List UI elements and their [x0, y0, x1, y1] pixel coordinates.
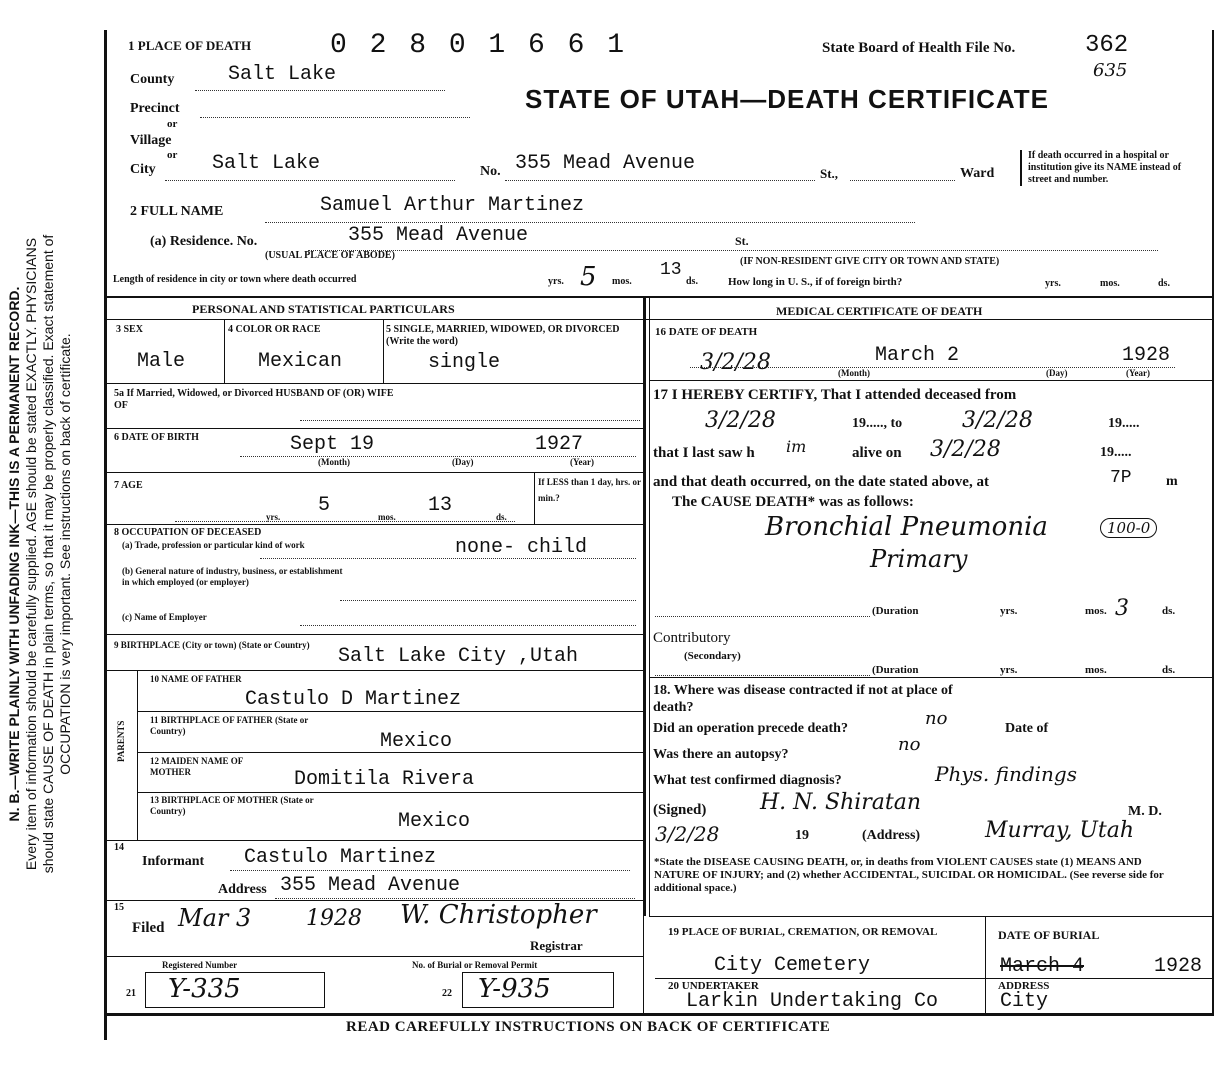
residence-years: 5: [580, 262, 597, 292]
duration-months: 3: [1115, 596, 1129, 621]
residence-label: (a) Residence. No.: [150, 234, 258, 249]
filed-year: 1928: [306, 906, 362, 931]
undertaker-label: 20 UNDERTAKER: [668, 980, 759, 992]
mother-birthplace-label: 13 BIRTHPLACE OF MOTHER (State or Country): [150, 795, 314, 816]
burial-year: 1928: [1154, 955, 1203, 978]
attended-from-date: 3/2/28: [705, 408, 776, 433]
father-birthplace-label: 11 BIRTHPLACE OF FATHER (State or Country): [150, 715, 309, 736]
burial-date-value: March 4: [1000, 955, 1085, 978]
age-label: 7 AGE: [114, 480, 143, 491]
file-no-secondary: 635: [1093, 60, 1128, 81]
contributory-label: Contributory: [653, 630, 731, 646]
marital-label: 5 SINGLE, MARRIED, WIDOWED, OR DIVORCED (Write the word): [386, 324, 620, 347]
informant-address-label: Address: [218, 882, 267, 897]
attended-to-date: 3/2/28: [962, 408, 1033, 433]
parents-side-label: PARENTS: [116, 720, 126, 762]
cause-secondary-note: Primary: [870, 545, 968, 573]
foreign-birth-label: How long in U. S., if of foreign birth?: [728, 276, 903, 288]
st-label: St.,: [820, 166, 839, 181]
street-value: 355 Mead Avenue: [515, 152, 696, 175]
signed-date: 3/2/28: [655, 822, 720, 846]
father-birthplace-value: Mexico: [380, 730, 453, 753]
residence-value: 355 Mead Avenue: [348, 224, 529, 247]
last-saw-label: that I last saw h: [653, 445, 755, 461]
undertaker-value: Larkin Undertaking Co: [686, 990, 939, 1013]
mother-name-value: Domitila Rivera: [294, 768, 475, 791]
test-label: What test confirmed diagnosis?: [653, 773, 842, 788]
dob-month-day: Sept 19: [290, 433, 375, 456]
occupation-value: none- child: [455, 536, 588, 559]
autopsy-label: Was there an autopsy?: [653, 747, 789, 762]
burial-place-value: City Cemetery: [714, 954, 871, 977]
cause-percentage: 100-0: [1100, 518, 1157, 538]
left-border: [104, 30, 107, 1040]
registrar-signature: W. Christopher: [400, 900, 597, 930]
certify-label: 17 I HEREBY CERTIFY, That I attended deceased from: [653, 387, 1017, 403]
dob-year: 1927: [535, 433, 584, 456]
nonresident-label: (IF NON-RESIDENT GIVE CITY OR TOWN AND STATE): [740, 256, 1000, 267]
occupation-label: 8 OCCUPATION OF DECEASED: [114, 527, 262, 538]
undertaker-address-value: City: [1000, 990, 1049, 1013]
residence-months: 13: [660, 260, 682, 280]
date-of-death-value: March 2: [875, 344, 960, 367]
autopsy-value: no: [898, 734, 921, 755]
birthplace-value: Salt Lake City ,Utah: [338, 645, 579, 668]
usual-abode-label: (USUAL PLACE OF ABODE): [265, 250, 395, 261]
alive-on-date: 3/2/28: [930, 437, 1001, 462]
burial-place-label: 19 PLACE OF BURIAL, CREMATION, OR REMOVAL: [668, 926, 938, 938]
hospital-note: If death occurred in a hospital or institution give its NAME instead of street and number.: [1020, 150, 1183, 186]
informant-value: Castulo Martinez: [244, 846, 437, 869]
city-value: Salt Lake: [212, 152, 321, 175]
burial-date-label: DATE OF BURIAL: [998, 928, 1100, 942]
time-of-death: 7P: [1110, 468, 1132, 488]
cause-label: The CAUSE DEATH* was as follows:: [672, 494, 914, 510]
cause-note: *State the DISEASE CAUSING DEATH, or, in deaths from VIOLENT CAUSES state (1) MEANS AND NATURE OF INJURY; and (2) whether ACCIDENTAL, SUICIDAL OR HOMICIDAL. (See reverse side for additional space.): [654, 856, 1164, 894]
age-years: 5: [318, 494, 331, 517]
certificate-stamp-number: 0 2 8 0 1 6 6 1: [330, 30, 628, 61]
file-no-value: 362: [1085, 32, 1129, 59]
race-label: 4 COLOR OR RACE: [228, 324, 321, 335]
registered-number-label: Registered Number: [162, 960, 238, 970]
physician-signature: H. N. Shiratan: [760, 790, 922, 815]
side-line-3: should state CAUSE OF DEATH in plain terms, so that it may be properly classified. Exact statement of: [40, 234, 56, 874]
burial-permit-label: No. of Burial or Removal Permit: [412, 960, 538, 970]
disease-contracted-label: 18. Where was disease contracted if not at place of death?: [653, 683, 953, 715]
sex-label: 3 SEX: [116, 324, 143, 335]
date-of-death-year: 1928: [1122, 344, 1171, 367]
full-name-value: Samuel Arthur Martinez: [320, 194, 585, 217]
father-name-label: 10 NAME OF FATHER: [150, 674, 242, 684]
mother-name-label: 12 MAIDEN NAME OF MOTHER: [150, 756, 243, 777]
footer-instructions: READ CAREFULLY INSTRUCTIONS ON BACK OF CERTIFICATE: [346, 1019, 831, 1035]
spouse-label: 5a If Married, Widowed, or Divorced HUSBAND OF (OR) WIFE OF: [114, 388, 394, 411]
informant-address-value: 355 Mead Avenue: [280, 874, 461, 897]
filed-label: Filed: [132, 920, 165, 936]
document-title: STATE OF UTAH—DEATH CERTIFICATE: [525, 84, 1049, 114]
age-months: 13: [428, 494, 453, 517]
city-label: City: [130, 162, 156, 177]
mother-birthplace-value: Mexico: [398, 810, 471, 833]
race-value: Mexican: [258, 350, 343, 373]
length-residence-label: Length of residence in city or town where death occurred: [113, 274, 357, 285]
physician-address: Murray, Utah: [985, 818, 1135, 843]
county-label: County: [130, 72, 175, 87]
full-name-label: 2 FULL NAME: [130, 204, 224, 219]
side-line-1: N. B.—WRITE PLAINLY WITH UNFADING INK—THIS IS A PERMANENT RECORD.: [6, 286, 22, 822]
side-line-2: Every item of information should be carefully supplied. AGE should be stated EXACTLY. PHYSICIANS: [23, 237, 39, 871]
sex-value: Male: [137, 350, 186, 373]
cause-primary: Bronchial Pneumonia: [765, 512, 1048, 542]
side-instructions: [6, 54, 74, 1054]
right-border: [1212, 30, 1214, 1015]
date-of-death-label: 16 DATE OF DEATH: [655, 326, 758, 338]
birthplace-label: 9 BIRTHPLACE (City or town) (State or Country): [114, 640, 310, 650]
place-of-death-label: 1 PLACE OF DEATH: [128, 38, 252, 53]
dob-label: 6 DATE OF BIRTH: [114, 432, 199, 443]
death-occurred-label: and that death occurred, on the date stated above, at: [653, 474, 989, 490]
personal-section-title: PERSONAL AND STATISTICAL PARTICULARS: [192, 302, 455, 316]
operation-label: Did an operation precede death?: [653, 721, 848, 736]
side-line-4: OCCUPATION is very important. See instructions on back of certificate.: [57, 333, 73, 775]
burial-permit-value: Y-935: [478, 974, 551, 1004]
informant-label: Informant: [142, 854, 205, 869]
file-no-label: State Board of Health File No.: [822, 40, 1016, 56]
registered-number-value: Y-335: [168, 974, 241, 1004]
county-value: Salt Lake: [228, 63, 337, 86]
less-than-day-label: If LESS than 1 day, hrs. or min.?: [538, 477, 641, 503]
test-value: Phys. findings: [935, 762, 1077, 786]
column-divider: [643, 296, 646, 916]
registrar-label: Registrar: [530, 938, 583, 953]
filed-date: Mar 3: [178, 904, 252, 932]
bottom-border: [104, 1013, 1214, 1016]
operation-value: no: [925, 708, 948, 729]
undertaker-address-label: ADDRESS: [998, 980, 1050, 992]
street-no-label: No.: [480, 164, 501, 179]
precinct-label: Precinct: [130, 101, 180, 116]
marital-value: single: [428, 351, 501, 374]
ward-label: Ward: [960, 166, 995, 181]
father-name-value: Castulo D Martinez: [245, 688, 462, 711]
village-label: Village: [130, 133, 172, 148]
signed-label: (Signed): [653, 802, 707, 818]
date-of-death-handwritten: 3/2/28: [700, 350, 771, 375]
medical-section-title: MEDICAL CERTIFICATE OF DEATH: [776, 304, 983, 318]
